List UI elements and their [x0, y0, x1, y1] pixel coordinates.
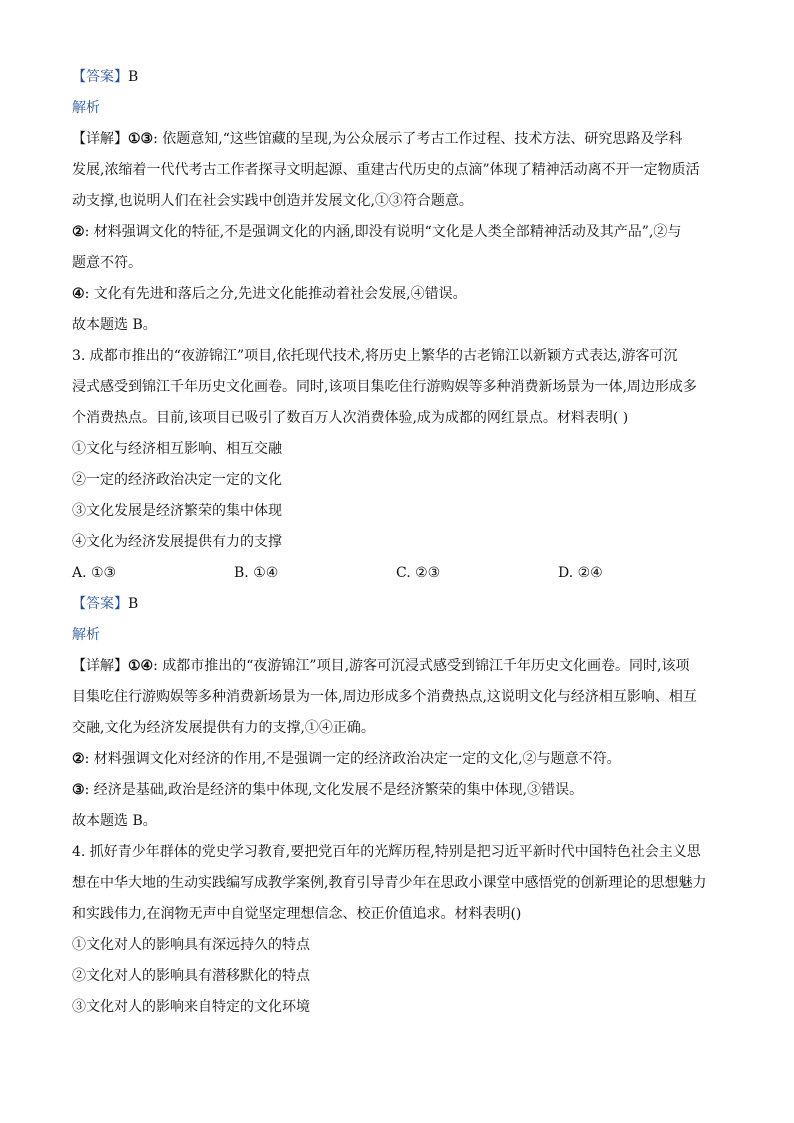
detail-text: : 成都市推出的“夜游锦江”项目,游客可沉浸式感受到锦江千年历史文化画卷。同时,该项	[153, 658, 690, 674]
statement-text: ③文化发展是经济繁荣的集中体现	[72, 503, 282, 519]
detail-text: 目集吃住行游购娱等多种消费新场景为一体,周边形成多个消费热点,这说明文化与经济相互影响、相互	[72, 689, 697, 705]
conclusion-text: 故本题选 B。	[72, 317, 157, 333]
detail-label: 【详解】	[72, 131, 128, 147]
detail-text: : 材料强调文化的特征,不是强调文化的内涵,即没有说明“文化是人类全部精神活动及其产品”,②与	[84, 224, 682, 240]
answer-label: 【答案】	[72, 69, 128, 85]
stem-text: 4. 抓好青少年群体的党史学习教育,要把党百年的光辉历程,特别是把习近平新时代中国特色社会主义思	[72, 844, 701, 860]
detail-text: : 材料强调文化对经济的作用,不是强调一定的经济政治决定一定的文化,②与题意不符。	[84, 751, 621, 767]
stem-text: 个消费热点。目前,该项目已吸引了数百万人次消费体验,成为成都的网红景点。材料表明( )	[72, 410, 629, 426]
question-stem	[72, 372, 732, 403]
option-d: D. ②④	[558, 565, 603, 581]
detail-text: 发展,浓缩着一代代考古工作者探寻文明起源、重建古代历史的点滴”体现了精神活动离不开一定物质活	[72, 162, 700, 178]
statement-text: ③文化对人的影响来自特定的文化环境	[72, 999, 310, 1015]
detail-line	[72, 248, 732, 279]
question-stem	[72, 837, 732, 868]
detail-tag: ②	[72, 751, 85, 767]
statement-item	[72, 465, 732, 496]
detail-tag: ④	[72, 286, 85, 302]
detail-line	[72, 651, 732, 682]
detail-text: : 经济是基础,政治是经济的集中体现,文化发展不是经济繁荣的集中体现,③错误。	[84, 782, 584, 798]
answer-line	[72, 589, 732, 620]
question-stem	[72, 899, 732, 930]
statement-item	[72, 961, 732, 992]
statement-text: ①文化对人的影响具有深远持久的特点	[72, 937, 310, 953]
statement-text: ②文化对人的影响具有潜移默化的特点	[72, 968, 310, 984]
statement-text: ①文化与经济相互影响、相互交融	[72, 441, 282, 457]
detail-text: 交融,文化为经济发展提供有力的支撑,①④正确。	[72, 720, 375, 736]
detail-tag: ③	[72, 782, 85, 798]
detail-line	[72, 124, 732, 155]
analysis-label: 解析	[72, 627, 100, 643]
detail-tag: ②	[72, 224, 85, 240]
conclusion-line	[72, 310, 732, 341]
detail-text: 题意不符。	[72, 255, 142, 271]
option-b: B. ①④	[234, 565, 279, 581]
detail-text: : 依题意知,“这些馆藏的呈现,为公众展示了考古工作过程、技术方法、研究思路及学科	[153, 131, 683, 147]
stem-text: 3. 成都市推出的“夜游锦江”项目,依托现代技术,将历史上繁华的古老锦江以新颖方式表达,游客可沉	[72, 348, 678, 364]
statement-text: ②一定的经济政治决定一定的文化	[72, 472, 282, 488]
detail-line	[72, 155, 732, 186]
answer-value: B	[128, 69, 139, 85]
statement-text: ④文化为经济发展提供有力的支撑	[72, 534, 282, 550]
answer-label: 【答案】	[72, 596, 128, 612]
analysis-heading	[72, 93, 732, 124]
detail-line	[72, 279, 732, 310]
detail-text: : 文化有先进和落后之分,先进文化能推动着社会发展,④错误。	[84, 286, 467, 302]
detail-text: 动支撑,也说明人们在社会实践中创造并发展文化,①③符合题意。	[72, 193, 473, 209]
detail-line	[72, 744, 732, 775]
analysis-label: 解析	[72, 100, 100, 116]
question-stem	[72, 403, 732, 434]
statement-item	[72, 527, 732, 558]
option-a: A. ①③	[72, 565, 117, 581]
option-c: C. ②③	[396, 565, 441, 581]
option-row	[72, 558, 732, 589]
document-page	[72, 62, 732, 1023]
detail-tag: ①③	[128, 131, 154, 147]
question-stem	[72, 341, 732, 372]
detail-line	[72, 713, 732, 744]
detail-label: 【详解】	[72, 658, 128, 674]
conclusion-text: 故本题选 B。	[72, 813, 157, 829]
conclusion-line	[72, 806, 732, 837]
detail-line	[72, 217, 732, 248]
detail-tag: ①④	[128, 658, 154, 674]
detail-line	[72, 775, 732, 806]
question-stem	[72, 868, 732, 899]
detail-line	[72, 186, 732, 217]
detail-line	[72, 682, 732, 713]
statement-item	[72, 434, 732, 465]
statement-item	[72, 496, 732, 527]
stem-text: 想在中华大地的生动实践编写成教学案例,教育引导青少年在思政小课堂中感悟党的创新理论的思想魅力	[72, 875, 707, 891]
statement-item	[72, 930, 732, 961]
analysis-heading	[72, 620, 732, 651]
answer-line	[72, 62, 732, 93]
statement-item	[72, 992, 732, 1023]
stem-text: 和实践伟力,在润物无声中自觉坚定理想信念、校正价值追求。材料表明()	[72, 906, 522, 922]
answer-value: B	[128, 596, 139, 612]
stem-text: 浸式感受到锦江千年历史文化画卷。同时,该项目集吃住行游购娱等多种消费新场景为一体,周边形成多	[72, 379, 697, 395]
